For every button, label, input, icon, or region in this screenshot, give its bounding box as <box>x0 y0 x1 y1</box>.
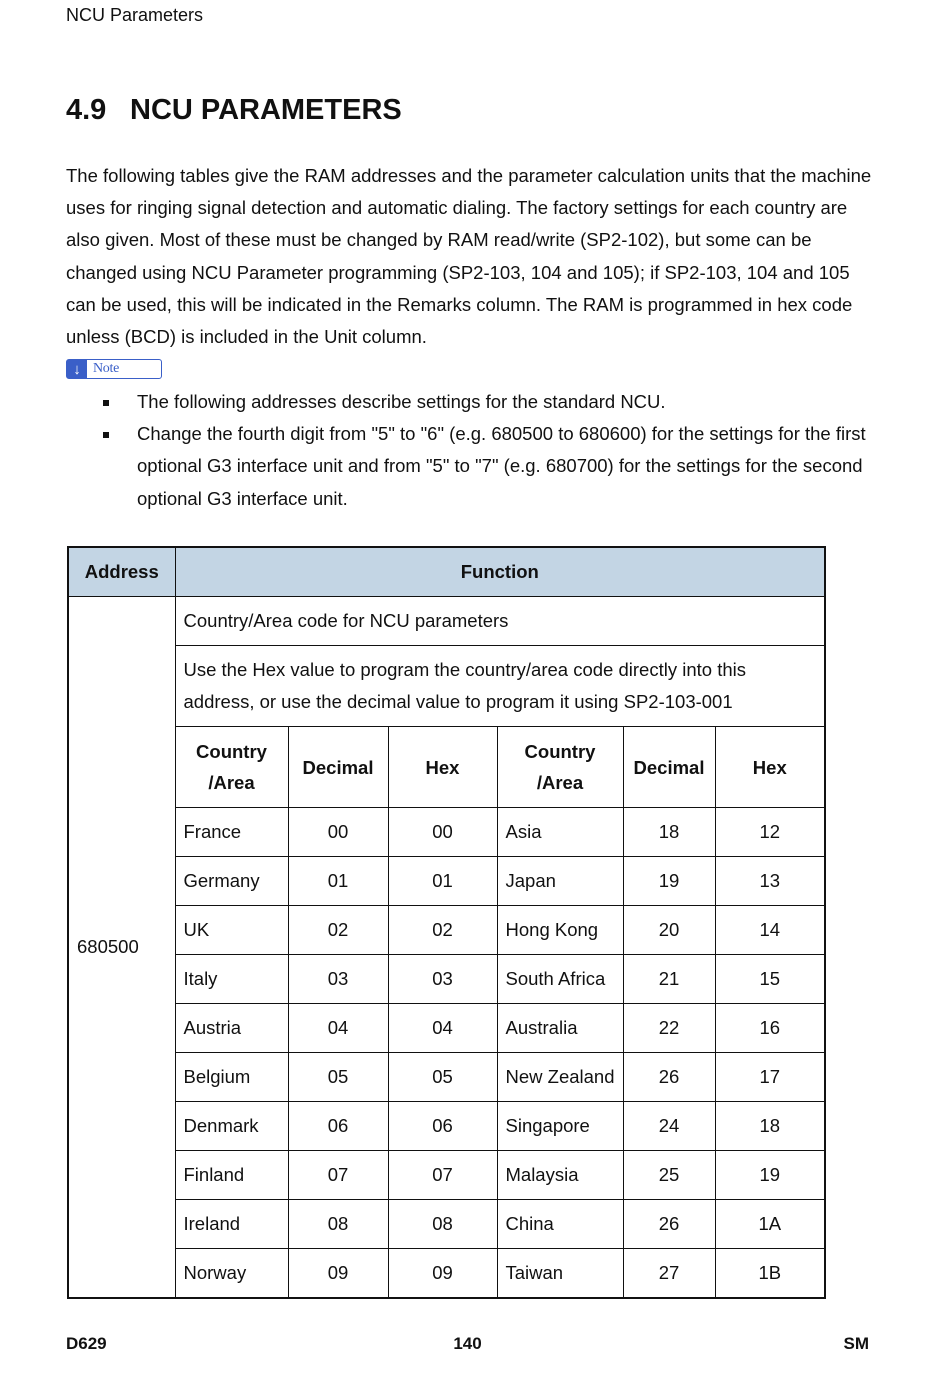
note-bullet-list <box>66 386 881 515</box>
hex-cell: 15 <box>715 955 825 1004</box>
decimal-cell: 05 <box>288 1053 388 1102</box>
footer-model: D629 <box>66 1334 107 1353</box>
running-head: NCU Parameters <box>66 5 204 25</box>
hex-cell: 1A <box>715 1200 825 1249</box>
hex-col-header: Hex <box>388 727 497 808</box>
country-cell: Germany <box>175 857 288 906</box>
hex-cell: 08 <box>388 1200 497 1249</box>
country-cell: Austria <box>175 1004 288 1053</box>
section-heading: NCU PARAMETERS <box>130 94 402 126</box>
hex-cell: 07 <box>388 1151 497 1200</box>
hex-cell: 13 <box>715 857 825 906</box>
country-cell: Denmark <box>175 1102 288 1151</box>
country-cell: Hong Kong <box>497 906 623 955</box>
hex-cell: 01 <box>388 857 497 906</box>
decimal-cell: 00 <box>288 808 388 857</box>
footer-manual-code: SM <box>843 1334 869 1353</box>
country-cell: Japan <box>497 857 623 906</box>
bullet-square-icon <box>103 400 109 406</box>
down-arrow-icon: ↓ <box>67 360 87 378</box>
section-title <box>66 94 402 127</box>
table-row <box>68 808 825 857</box>
address-cell: 680500 <box>68 597 175 1299</box>
decimal-cell: 22 <box>623 1004 715 1053</box>
country-area-col-header <box>497 727 623 808</box>
section-number: 4.9 <box>66 94 107 126</box>
table-row <box>68 955 825 1004</box>
hex-cell: 12 <box>715 808 825 857</box>
bullet-text: The following addresses describe settings for the standard NCU. <box>137 391 666 412</box>
decimal-col-header: Decimal <box>623 727 715 808</box>
hex-cell: 16 <box>715 1004 825 1053</box>
hex-cell: 02 <box>388 906 497 955</box>
country-cell: Malaysia <box>497 1151 623 1200</box>
country-cell: Asia <box>497 808 623 857</box>
intro-paragraph: The following tables give the RAM addresses and the parameter calculation units that the machine uses for ringing signal detection and automatic dialing. The factory settings for each country are also given. Most of these must be changed by RAM read/write (SP2-102), but some can be changed using NCU Parameter programming (SP2-103, 104 and 105); if SP2-103, 104 and 105 can be used, this will be indicated in the Remarks column. The RAM is programmed in hex code unless (BCD) is included in the Unit column. <box>66 165 872 348</box>
list-item <box>66 386 881 418</box>
decimal-cell: 26 <box>623 1200 715 1249</box>
table-row <box>68 1249 825 1299</box>
decimal-cell: 09 <box>288 1249 388 1299</box>
hex-cell: 06 <box>388 1102 497 1151</box>
decimal-cell: 08 <box>288 1200 388 1249</box>
decimal-cell: 01 <box>288 857 388 906</box>
decimal-cell: 03 <box>288 955 388 1004</box>
decimal-cell: 27 <box>623 1249 715 1299</box>
function-instruction: Use the Hex value to program the country/area code directly into this address, or use the decimal value to program it using SP2-103-001 <box>175 646 825 727</box>
decimal-cell: 07 <box>288 1151 388 1200</box>
decimal-cell: 06 <box>288 1102 388 1151</box>
country-cell: France <box>175 808 288 857</box>
country-header-line2: /Area <box>208 772 255 793</box>
hex-cell: 00 <box>388 808 497 857</box>
hex-cell: 03 <box>388 955 497 1004</box>
note-badge <box>66 359 162 379</box>
country-cell: Australia <box>497 1004 623 1053</box>
address-header: Address <box>68 547 175 597</box>
country-cell: South Africa <box>497 955 623 1004</box>
hex-cell: 09 <box>388 1249 497 1299</box>
hex-cell: 17 <box>715 1053 825 1102</box>
hex-col-header: Hex <box>715 727 825 808</box>
country-header-line1: Country <box>196 741 267 762</box>
footer-page-number: 140 <box>453 1334 482 1353</box>
ncu-parameter-table <box>67 546 826 1299</box>
table-row <box>68 1004 825 1053</box>
decimal-cell: 02 <box>288 906 388 955</box>
decimal-cell: 18 <box>623 808 715 857</box>
country-cell: Ireland <box>175 1200 288 1249</box>
function-description: Country/Area code for NCU parameters <box>175 597 825 646</box>
decimal-cell: 20 <box>623 906 715 955</box>
table-row <box>68 1151 825 1200</box>
note-label: Note <box>93 361 120 376</box>
bullet-text: Change the fourth digit from "5" to "6" (e.g. 680500 to 680600) for the settings for the first optional G3 interface unit and from "5" to "7" (e.g. 680700) for the settings for the second optional G3 interface unit. <box>137 423 866 509</box>
table-row <box>68 1102 825 1151</box>
hex-cell: 05 <box>388 1053 497 1102</box>
country-cell: Finland <box>175 1151 288 1200</box>
country-header-line2: /Area <box>536 772 584 793</box>
decimal-cell: 25 <box>623 1151 715 1200</box>
country-cell: New Zealand <box>497 1053 623 1102</box>
country-cell: Italy <box>175 955 288 1004</box>
table-row <box>68 1053 825 1102</box>
country-cell: UK <box>175 906 288 955</box>
country-cell: China <box>497 1200 623 1249</box>
country-header-line1: Country <box>524 741 596 762</box>
country-cell: Norway <box>175 1249 288 1299</box>
hex-cell: 19 <box>715 1151 825 1200</box>
hex-cell: 1B <box>715 1249 825 1299</box>
decimal-cell: 26 <box>623 1053 715 1102</box>
decimal-cell: 24 <box>623 1102 715 1151</box>
country-cell: Singapore <box>497 1102 623 1151</box>
table-row <box>68 857 825 906</box>
function-header: Function <box>175 547 825 597</box>
country-area-col-header <box>175 727 288 808</box>
decimal-cell: 21 <box>623 955 715 1004</box>
decimal-col-header: Decimal <box>288 727 388 808</box>
hex-cell: 18 <box>715 1102 825 1151</box>
table-row <box>68 906 825 955</box>
hex-cell: 04 <box>388 1004 497 1053</box>
country-cell: Taiwan <box>497 1249 623 1299</box>
decimal-cell: 04 <box>288 1004 388 1053</box>
decimal-cell: 19 <box>623 857 715 906</box>
bullet-square-icon <box>103 432 109 438</box>
hex-cell: 14 <box>715 906 825 955</box>
table-row <box>68 1200 825 1249</box>
country-cell: Belgium <box>175 1053 288 1102</box>
list-item <box>66 418 881 515</box>
